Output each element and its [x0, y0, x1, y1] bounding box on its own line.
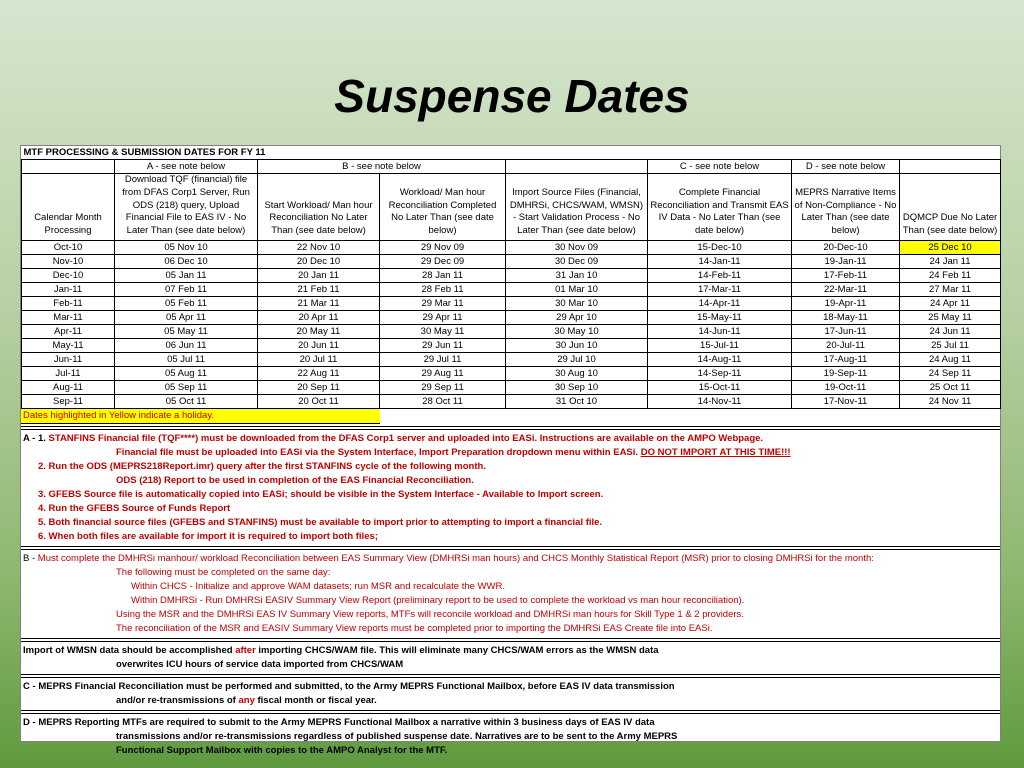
- holiday-note: Dates highlighted in Yellow indicate a holiday.: [21, 409, 380, 424]
- cell: 19-Jan-11: [792, 255, 900, 269]
- column-header: Download TQF (financial) file from DFAS Corp1 Server, Run ODS (218) query, Upload Financial File to EAS IV - No Later Than (see date below): [115, 174, 258, 241]
- emphasis-text: after: [235, 645, 256, 656]
- cell: 25 May 11: [900, 311, 1001, 325]
- holiday-cell: 25 Dec 10: [900, 241, 1001, 255]
- cell: Jun-11: [22, 353, 115, 367]
- cell: 05 Aug 11: [115, 367, 258, 381]
- cell: 17-Feb-11: [792, 269, 900, 283]
- column-header: Workload/ Man hour Reconciliation Completed No Later Than (see date below): [380, 174, 506, 241]
- cell: 29 Apr 11: [380, 311, 506, 325]
- cell: 22-Mar-11: [792, 283, 900, 297]
- cell: 30 Dec 09: [506, 255, 648, 269]
- note-text: fiscal month or fiscal year.: [254, 695, 377, 706]
- note-a2: 2. Run the ODS (MEPRS218Report.imr) query after the first STANFINS cycle of the following month.: [38, 461, 486, 472]
- cell: 14-Nov-11: [648, 395, 792, 409]
- note-b4: Within DMHRSi - Run DMHRSi EASIV Summary View Report (preliminary report to be used to complete the workload vs man hour reconciliation).: [131, 595, 745, 606]
- note-b5: Using the MSR and the DMHRSi EAS IV Summary View reports, MTFs will reconcile workload and DMHRSi man hours for Skill Type 1 & 2 providers.: [116, 609, 744, 620]
- cell: 20 May 11: [258, 325, 380, 339]
- cell: 24 Nov 11: [900, 395, 1001, 409]
- note-text: STANFINS Financial file (TQF****) must be downloaded from the DFAS Corp1 server and uploaded into EASi. Instructions are available on the AMPO Webpage.: [48, 433, 764, 444]
- cell: 29 Nov 09: [380, 241, 506, 255]
- table-row: [22, 311, 1001, 325]
- note-text: Import of WMSN data should be accomplished: [23, 645, 236, 656]
- cell: 29 Jul 11: [380, 353, 506, 367]
- cell: 15-Dec-10: [648, 241, 792, 255]
- note-a3: 3. GFEBS Source file is automatically copied into EASi; should be visible in the System Interface - Available to Import screen.: [38, 489, 604, 500]
- cell: 20 Jul 11: [258, 353, 380, 367]
- cell: Jan-11: [22, 283, 115, 297]
- blank-cell: [648, 146, 1001, 160]
- note-text: and/or re-transmissions of: [116, 695, 239, 706]
- cell: Dec-10: [22, 269, 115, 283]
- cell: 30 Aug 10: [506, 367, 648, 381]
- slide-title: Suspense Dates: [334, 70, 690, 122]
- cell: 05 May 11: [115, 325, 258, 339]
- note-a2b: ODS (218) Report to be used in completion of the EAS Financial Reconciliation.: [116, 475, 474, 486]
- sheet-title: MTF PROCESSING & SUBMISSION DATES FOR FY 11: [23, 147, 266, 158]
- cell: 19-Sep-11: [792, 367, 900, 381]
- note-w1: [21, 644, 1000, 658]
- cell: 05 Apr 11: [115, 311, 258, 325]
- table-row: [22, 283, 1001, 297]
- spreadsheet: [20, 145, 1001, 756]
- cell: 24 Jun 11: [900, 325, 1001, 339]
- cell: 19-Apr-11: [792, 297, 900, 311]
- group-header-d: D - see note below: [792, 160, 900, 174]
- group-header-blank: [22, 160, 115, 174]
- note-label-d: D -: [23, 717, 39, 728]
- cell: 30 Jun 10: [506, 339, 648, 353]
- cell: 29 Aug 11: [380, 367, 506, 381]
- cell: 01 Mar 10: [506, 283, 648, 297]
- cell: 15-Oct-11: [648, 381, 792, 395]
- cell: Jul-11: [22, 367, 115, 381]
- cell: 29 Sep 11: [380, 381, 506, 395]
- cell: 21 Feb 11: [258, 283, 380, 297]
- column-header: MEPRS Narrative Items of Non-Compliance - No Later Than (see date below): [792, 174, 900, 241]
- note-c1: [21, 680, 1000, 694]
- divider: [21, 674, 1000, 678]
- note-label-b: B -: [23, 553, 38, 564]
- notes: [21, 426, 1000, 758]
- cell: 20 Jun 11: [258, 339, 380, 353]
- cell: 20 Jan 11: [258, 269, 380, 283]
- cell: 20-Dec-10: [792, 241, 900, 255]
- cell: 28 Oct 11: [380, 395, 506, 409]
- cell: 15-Jul-11: [648, 339, 792, 353]
- cell: 25 Jul 11: [900, 339, 1001, 353]
- cell: 30 Sep 10: [506, 381, 648, 395]
- note-label-a: A - 1.: [23, 433, 49, 444]
- cell: Feb-11: [22, 297, 115, 311]
- cell: 22 Aug 11: [258, 367, 380, 381]
- note-text: importing CHCS/WAM file. This will eliminate many CHCS/WAM errors as the WMSN data: [255, 645, 659, 656]
- cell: 24 Jan 11: [900, 255, 1001, 269]
- cell: May-11: [22, 339, 115, 353]
- cell: 24 Sep 11: [900, 367, 1001, 381]
- cell: 27 Mar 11: [900, 283, 1001, 297]
- warning-text: DO NOT IMPORT AT THIS TIME!!!: [640, 447, 791, 458]
- cell: Mar-11: [22, 311, 115, 325]
- table-row: [22, 297, 1001, 311]
- note-b6: The reconciliation of the MSR and EASIV Summary View reports must be completed prior to importing the DMHRSi EAS Create file into EASi.: [116, 623, 713, 634]
- cell: 29 Mar 11: [380, 297, 506, 311]
- cell: 21 Mar 11: [258, 297, 380, 311]
- cell: 20 Apr 11: [258, 311, 380, 325]
- cell: 20-Jul-11: [792, 339, 900, 353]
- cell: 14-Sep-11: [648, 367, 792, 381]
- cell: 28 Feb 11: [380, 283, 506, 297]
- cell: 15-May-11: [648, 311, 792, 325]
- cell: 22 Nov 10: [258, 241, 380, 255]
- cell: Oct-10: [22, 241, 115, 255]
- note-label-c: C -: [23, 681, 39, 692]
- table-row: [22, 241, 1001, 255]
- cell: 14-Jan-11: [648, 255, 792, 269]
- cell: 14-Apr-11: [648, 297, 792, 311]
- table-row: [22, 255, 1001, 269]
- cell: 14-Aug-11: [648, 353, 792, 367]
- cell: 05 Feb 11: [115, 297, 258, 311]
- cell: 30 Mar 10: [506, 297, 648, 311]
- cell: Apr-11: [22, 325, 115, 339]
- cell: 30 Nov 09: [506, 241, 648, 255]
- column-header: Complete Financial Reconciliation and Transmit EAS IV Data - No Later Than (see date below): [648, 174, 792, 241]
- cell: 14-Feb-11: [648, 269, 792, 283]
- cell: Nov-10: [22, 255, 115, 269]
- note-a5: 5. Both financial source files (GFEBS and STANFINS) must be available to import prior to attempting to import a financial file.: [38, 517, 603, 528]
- cell: 20 Sep 11: [258, 381, 380, 395]
- group-header-b: B - see note below: [258, 160, 506, 174]
- cell: 29 Jun 11: [380, 339, 506, 353]
- cell: 29 Apr 10: [506, 311, 648, 325]
- cell: 05 Sep 11: [115, 381, 258, 395]
- cell: 18-May-11: [792, 311, 900, 325]
- group-header-c: C - see note below: [648, 160, 792, 174]
- cell: 07 Feb 11: [115, 283, 258, 297]
- cell: 06 Jun 11: [115, 339, 258, 353]
- note-w2: overwrites ICU hours of service data imported from CHCS/WAM: [116, 659, 404, 670]
- note-b2: The following must be completed on the same day:: [116, 567, 331, 578]
- group-header-blank: [506, 160, 648, 174]
- group-header-blank: [900, 160, 1001, 174]
- table-row: [22, 325, 1001, 339]
- divider: [21, 426, 1000, 430]
- cell: 17-Nov-11: [792, 395, 900, 409]
- cell: 17-Aug-11: [792, 353, 900, 367]
- cell: 24 Feb 11: [900, 269, 1001, 283]
- cell: 05 Jan 11: [115, 269, 258, 283]
- note-d3: Functional Support Mailbox with copies to the AMPO Analyst for the MTF.: [116, 745, 448, 756]
- table-row: [22, 395, 1001, 409]
- cell: 19-Oct-11: [792, 381, 900, 395]
- cell: 28 Jan 11: [380, 269, 506, 283]
- column-header: Start Workload/ Man hour Reconciliation No Later Than (see date below): [258, 174, 380, 241]
- cell: 29 Dec 09: [380, 255, 506, 269]
- column-header: DQMCP Due No Later Than (see date below): [900, 174, 1001, 241]
- note-text: MEPRS Financial Reconciliation must be performed and submitted, to the Army MEPRS Functional Mailbox, before EAS IV data transmission: [38, 681, 675, 692]
- column-header: Calendar Month Processing: [22, 174, 115, 241]
- cell: 31 Jan 10: [506, 269, 648, 283]
- cell: 31 Oct 10: [506, 395, 648, 409]
- note-b3: Within CHCS - Initialize and approve WAM datasets; run MSR and recalculate the WWR.: [131, 581, 505, 592]
- table-row: [22, 381, 1001, 395]
- cell: 24 Aug 11: [900, 353, 1001, 367]
- emphasis-text: any: [238, 695, 255, 706]
- table-row: [22, 353, 1001, 367]
- cell: 24 Apr 11: [900, 297, 1001, 311]
- cell: 17-Jun-11: [792, 325, 900, 339]
- note-a1: [21, 432, 1000, 446]
- note-d2: transmissions and/or re-transmissions regardless of published suspense date. Narratives are to be sent to the Army MEPRS: [116, 731, 678, 742]
- cell: 20 Dec 10: [258, 255, 380, 269]
- group-header-a: A - see note below: [115, 160, 258, 174]
- cell: Sep-11: [22, 395, 115, 409]
- table-row: [22, 339, 1001, 353]
- cell: 20 Oct 11: [258, 395, 380, 409]
- note-b1: [21, 552, 1000, 566]
- note-a1b: [21, 446, 1000, 460]
- divider: [21, 638, 1000, 642]
- cell: 05 Oct 11: [115, 395, 258, 409]
- note-a6: 6. When both files are available for import it is required to import both files;: [38, 531, 378, 542]
- column-header: Import Source Files (Financial, DMHRSi, CHCS/WAM, WMSN) - Start Validation Process - No Later Than (see date below): [506, 174, 648, 241]
- divider: [21, 546, 1000, 550]
- note-text: Financial file must be uploaded into EASi via the System Interface, Import Preparation dropdown menu within EASi.: [116, 447, 641, 458]
- note-a4: 4. Run the GFEBS Source of Funds Report: [38, 503, 231, 514]
- note-c2: [21, 694, 1000, 708]
- cell: 14-Jun-11: [648, 325, 792, 339]
- cell: 06 Dec 10: [115, 255, 258, 269]
- suspense-table: [21, 146, 1001, 409]
- cell: 29 Jul 10: [506, 353, 648, 367]
- cell: 05 Jul 11: [115, 353, 258, 367]
- note-d1: [21, 716, 1000, 730]
- cell: 05 Nov 10: [115, 241, 258, 255]
- note-text: Must complete the DMHRSi manhour/ workload Reconciliation between EAS Summary View (DMHRSi man hours) and CHCS Monthly Statistical Report (MSR) prior to closing DMHRSi for the month:: [37, 553, 874, 564]
- cell: 25 Oct 11: [900, 381, 1001, 395]
- cell: 30 May 11: [380, 325, 506, 339]
- table-row: [22, 269, 1001, 283]
- cell: 30 May 10: [506, 325, 648, 339]
- cell: 17-Mar-11: [648, 283, 792, 297]
- cell: Aug-11: [22, 381, 115, 395]
- divider: [21, 710, 1000, 714]
- table-row: [22, 367, 1001, 381]
- note-text: MEPRS Reporting MTFs are required to submit to the Army MEPRS Functional Mailbox a narrative within 3 business days of EAS IV data: [38, 717, 655, 728]
